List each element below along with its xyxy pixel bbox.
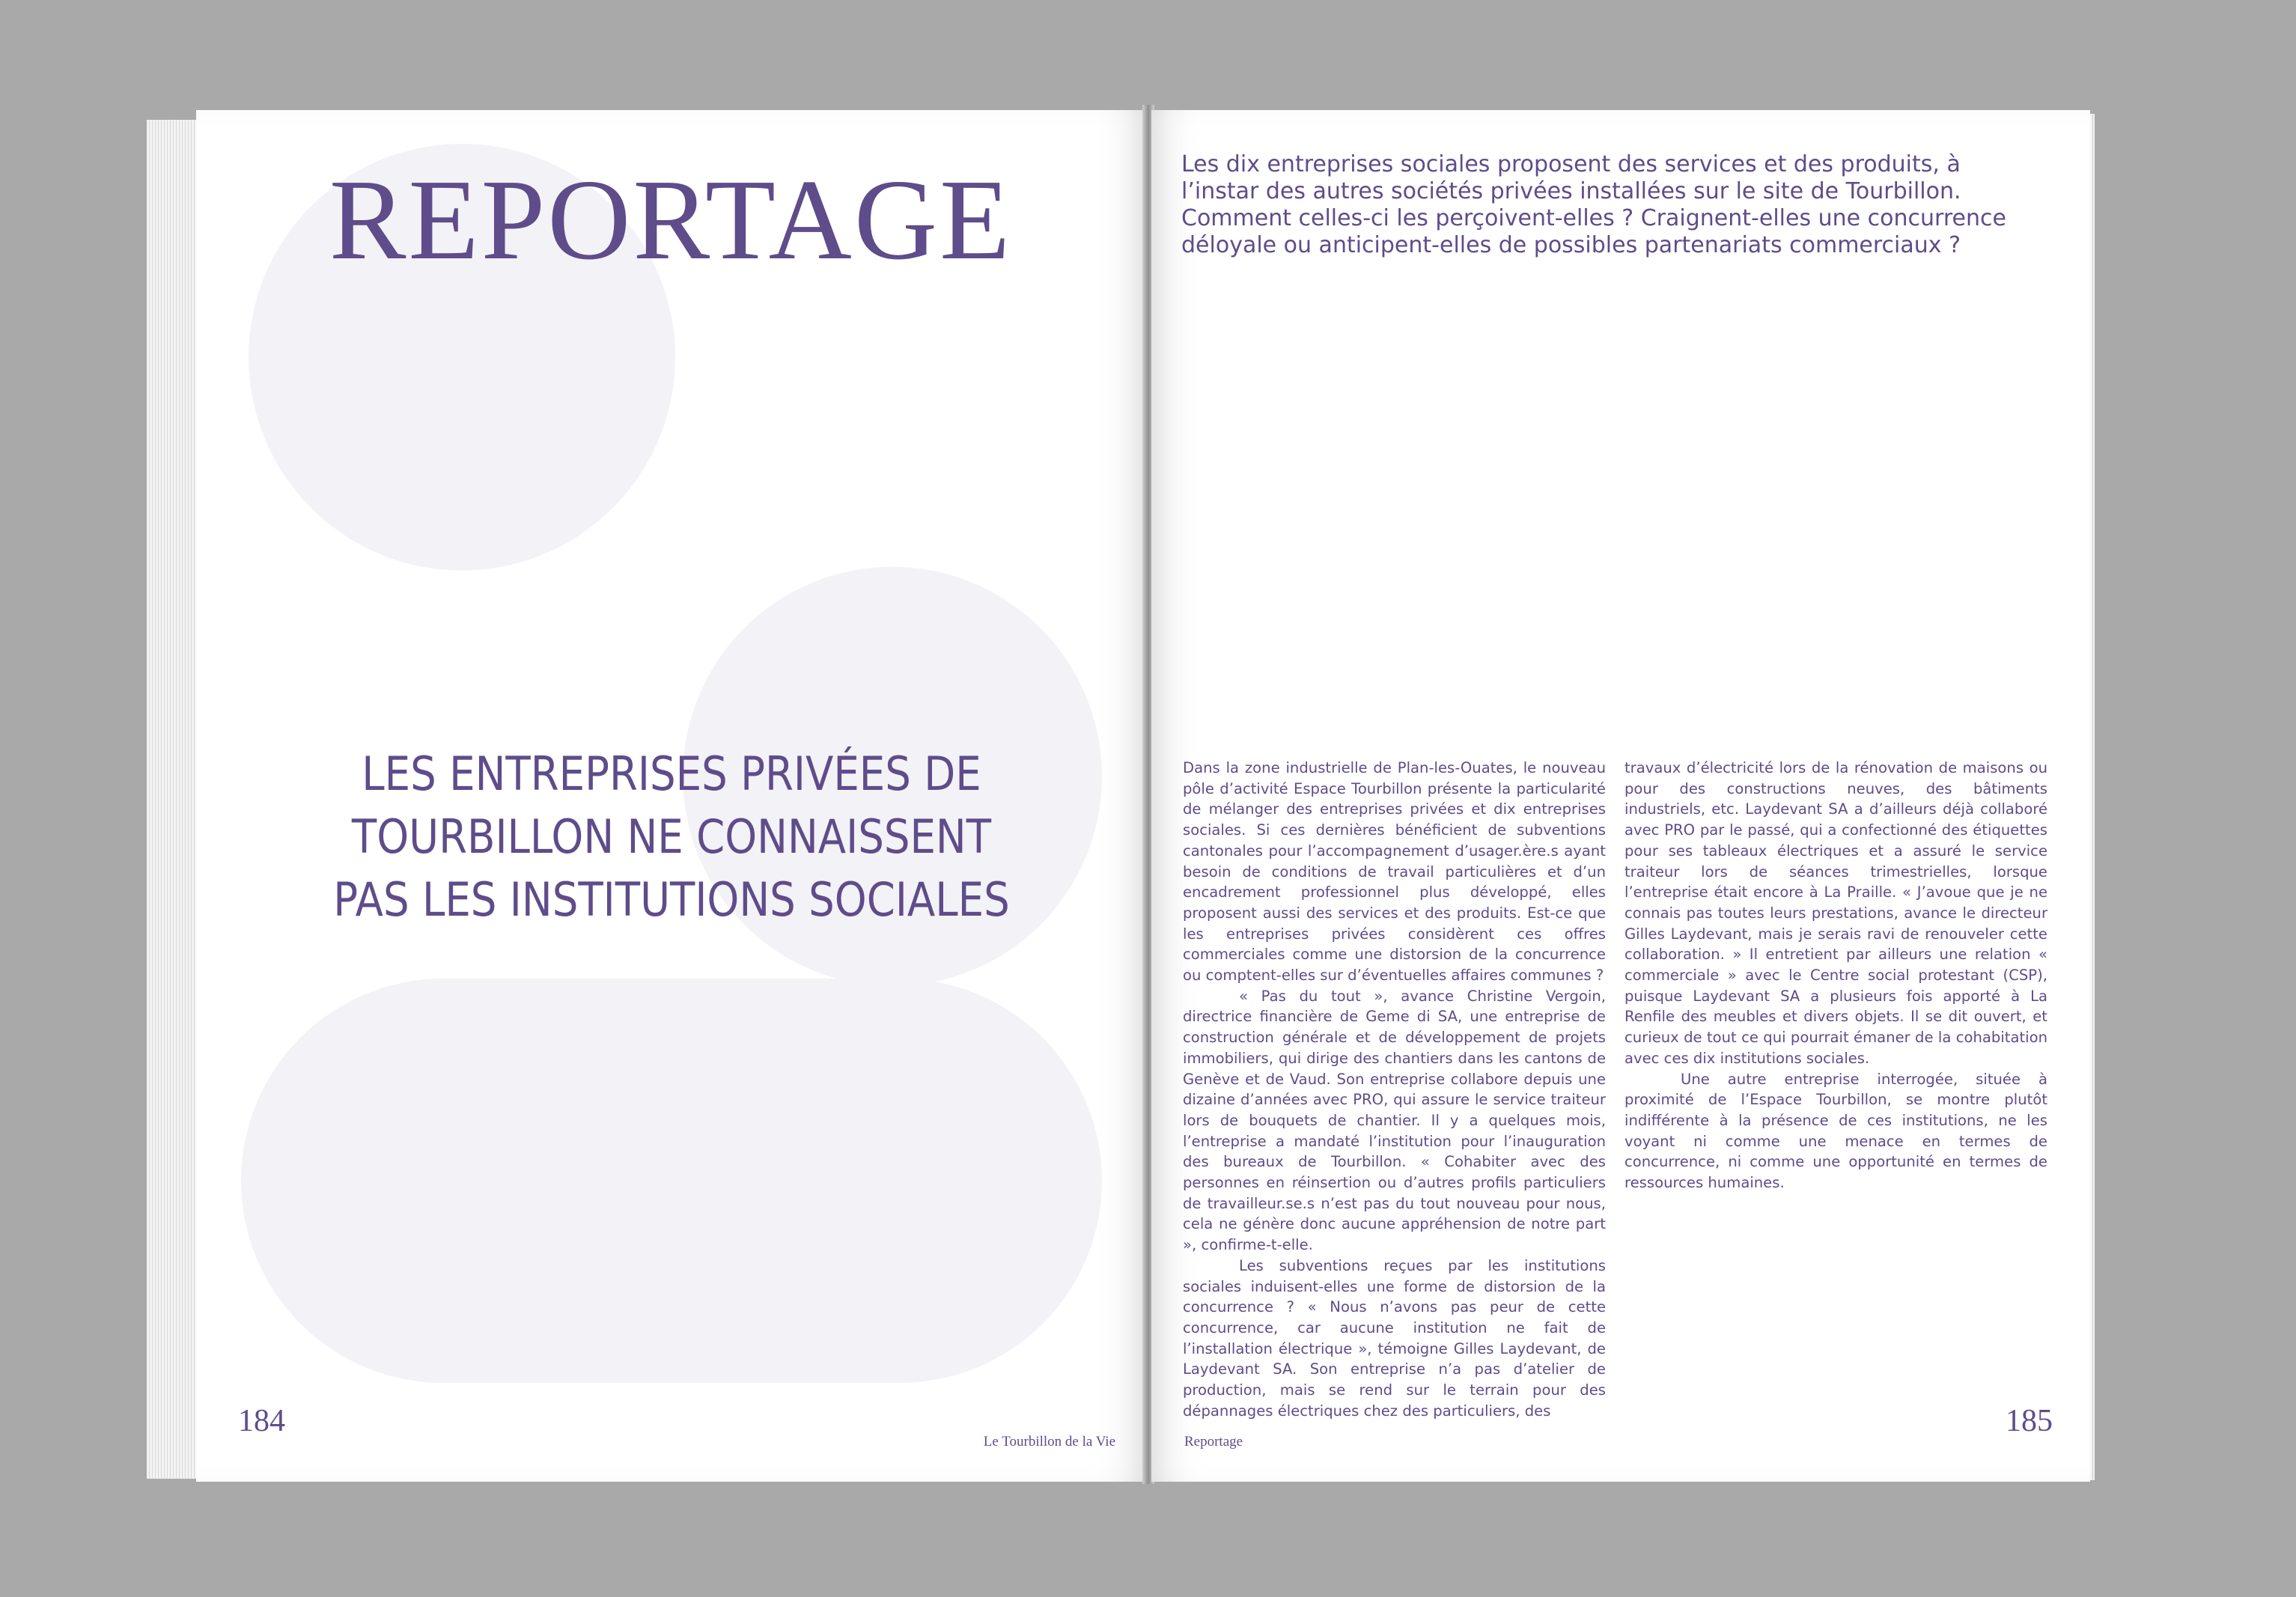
running-footer: Reportage bbox=[1184, 1434, 1243, 1450]
page-number: 184 bbox=[238, 1404, 285, 1438]
paragraph: « Pas du tout », avance Christine Vergoin, directrice financière de Geme di SA, une entreprise de construction générale et de développement de projets immobiliers, qui dirige des chantiers dans les cantons de Genève et de Vaud. Son entreprise collabore depuis une dizaine d’années avec PRO, qui assure le service traiteur lors de bouquets de chantier. Il y a quelques mois, l’entreprise a mandaté l’institution pour l’inauguration des bureaux de Tourbillon. « Cohabiter avec des personnes en réinsertion ou d’autres profils particuliers de travailleur.se.s n’est pas du tout nouveau pour nous, cela ne génère donc aucune appréhension de notre part », confirme-t-elle. bbox=[1183, 987, 1606, 1254]
text-column-1 bbox=[1183, 758, 1606, 1422]
article-lead bbox=[1181, 151, 2061, 259]
lead-line: Les dix entreprises sociales proposent des services et des produits, à bbox=[1181, 151, 1961, 177]
article-headline bbox=[293, 743, 1050, 931]
headline-line: TOURBILLON NE CONNAISSENT bbox=[351, 809, 992, 864]
paragraph: travaux d’électricité lors de la rénovation de maisons ou pour des constructions neuves, des bâtiments industriels, etc. Laydevant SA a d’ailleurs déjà collaboré avec PRO par le passé, qui a confectionné des étiquettes pour ses tableaux électriques et a assuré le service traiteur lors de séances trimestrielles, lorsque l’entreprise était encore à La Praille. « J’avoue que je ne connais pas toutes leurs prestations, avance le directeur Gilles Laydevant, mais je serais ravi de renouveler cette collaboration. » Il entretient par ailleurs une relation « commerciale » avec le Centre social protestant (CSP), puisque Laydevant SA a plusieurs fois apporté à La Renfile des meubles et divers objets. Il se dit ouvert, et curieux de tout ce qui pourrait émaner de la cohabitation avec ces dix institutions sociales. bbox=[1624, 759, 2047, 1067]
paragraph: Une autre entreprise interrogée, située à proximité de l’Espace Tourbillon, se montre plutôt indifférente à la présence de ces institutions, ne les voyant ni comme une menace en termes de concurrence, ni comme une opportunité en termes de ressources humaines. bbox=[1624, 1070, 2047, 1192]
left-page bbox=[196, 110, 1145, 1482]
section-title: REPORTAGE bbox=[329, 156, 1013, 284]
lead-line: déloyale ou anticipent-elles de possibles partenariats commerciaux ? bbox=[1181, 232, 1961, 258]
text-column-2 bbox=[1624, 758, 2047, 1193]
headline-line: LES ENTREPRISES PRIVÉES DE bbox=[362, 746, 981, 801]
show-through-shape bbox=[241, 979, 1102, 1383]
right-page bbox=[1151, 110, 2090, 1482]
lead-line: l’instar des autres sociétés privées installées sur le site de Tourbillon. bbox=[1181, 178, 1961, 204]
headline-line: PAS LES INSTITUTIONS SOCIALES bbox=[333, 872, 1010, 927]
paragraph: Dans la zone industrielle de Plan-les-Ouates, le nouveau pôle d’activité Espace Tourbillon présente la particularité de mélanger des entreprises privées et dix entreprises sociales. Si ces dernières bénéficient de subventions cantonales pour l’accompagnement d’usager.ère.s ayant besoin de conditions de travail particulières et d’un encadrement professionnel plus développé, elles proposent aussi des services et des produits. Est-ce que les entreprises privées considèrent ces offres commerciales comme une distorsion de la concurrence ou comptent-elles sur d’éventuelles affaires communes ? bbox=[1183, 759, 1606, 985]
page-number: 185 bbox=[2006, 1404, 2053, 1438]
paragraph: Les subventions reçues par les institutions sociales induisent-elles une forme de distorsion de la concurrence ? « Nous n’avons pas peur de cette concurrence, car aucune institution ne fait de l’installation électrique », témoigne Gilles Laydevant, de Laydevant SA. Son entreprise n’a pas d’atelier de production, mais se rend sur le terrain pour des dépannages électriques chez des particuliers, des bbox=[1183, 1256, 1606, 1420]
lead-line: Comment celles-ci les perçoivent-elles ? Craignent-elles une concurrence bbox=[1181, 205, 2006, 231]
running-footer: Le Tourbillon de la Vie bbox=[983, 1434, 1115, 1450]
